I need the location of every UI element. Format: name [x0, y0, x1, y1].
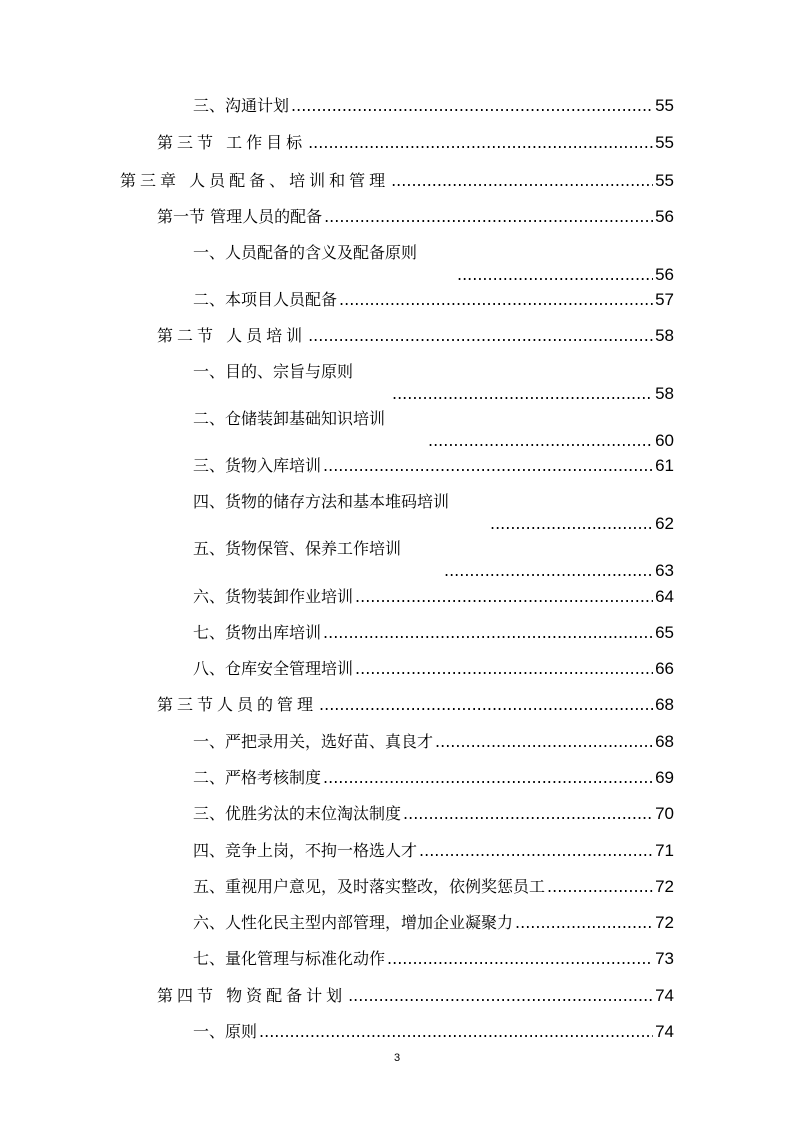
toc-entry-title: 第三节人员的管理	[157, 695, 318, 714]
toc-entry-page: 74	[655, 1022, 674, 1041]
toc-entry-title: 四、竞争上岗，不拘一格选人才	[193, 841, 418, 860]
toc-entry[interactable]	[193, 362, 674, 404]
toc-entry-page: 57	[655, 290, 674, 309]
toc-entry[interactable]	[157, 207, 674, 227]
toc-entry-page: 72	[655, 877, 674, 896]
toc-entry[interactable]	[193, 949, 674, 969]
leader-dots	[324, 207, 653, 227]
toc-entry[interactable]	[193, 659, 674, 679]
toc-entry[interactable]	[193, 587, 674, 607]
toc-entry-page: 73	[655, 949, 674, 968]
toc-entry-page: 61	[655, 456, 674, 475]
toc-entry-page: 56	[655, 207, 674, 226]
toc-entry[interactable]	[193, 456, 674, 476]
toc-entry[interactable]	[193, 732, 674, 752]
toc-entry-title: 一、人员配备的含义及配备原则	[193, 243, 418, 262]
toc-entry[interactable]	[193, 841, 674, 861]
leader-dots	[457, 265, 653, 285]
toc-entry[interactable]	[193, 623, 674, 643]
toc-entry[interactable]	[193, 96, 674, 116]
toc-entry[interactable]	[120, 171, 674, 191]
toc-entry[interactable]	[193, 913, 674, 933]
leader-dots	[355, 659, 653, 679]
toc-entry[interactable]	[157, 326, 674, 346]
page-number: 3	[393, 1052, 401, 1064]
leader-dots	[308, 133, 653, 153]
toc-entry-title: 六、人性化民主型内部管理，增加企业凝聚力	[193, 913, 514, 932]
leader-dots	[392, 384, 653, 404]
leader-dots	[387, 949, 653, 969]
toc-entry[interactable]	[157, 133, 674, 153]
toc-entry-page: 69	[655, 768, 674, 787]
toc-entry-title: 一、目的、宗旨与原则	[193, 362, 354, 381]
toc-entry-page: 74	[655, 986, 674, 1005]
leader-dots	[259, 1022, 653, 1042]
toc-entry-title: 五、货物保管、保养工作培训	[193, 539, 402, 558]
leader-dots	[323, 623, 653, 643]
toc-entry-title: 第四节 物资配备计划	[157, 986, 347, 1005]
toc-entry-title: 五、重视用户意见，及时落实整改，依例奖惩员工	[193, 877, 546, 896]
toc-entry-page: 65	[655, 623, 674, 642]
toc-entry-title: 二、本项目人员配备	[193, 290, 338, 309]
toc-entry-title: 六、货物装卸作业培训	[193, 587, 354, 606]
toc-entry[interactable]	[193, 243, 674, 285]
toc-entry-title: 八、仓库安全管理培训	[193, 659, 354, 678]
toc-entry[interactable]	[193, 1022, 674, 1042]
toc-entry-page: 70	[655, 804, 674, 823]
toc-entry-page: 64	[655, 587, 674, 606]
toc-entry[interactable]	[193, 804, 674, 824]
toc-entry-title: 第三章 人员配备、培训和管理	[120, 171, 390, 190]
toc-entry[interactable]	[193, 492, 674, 534]
leader-dots	[348, 986, 653, 1006]
toc-entry-title: 第一节 管理人员的配备	[157, 207, 323, 226]
leader-dots	[323, 456, 653, 476]
leader-dots	[419, 841, 653, 861]
toc-entry-page: 55	[655, 133, 674, 152]
leader-dots	[490, 514, 653, 534]
toc-entry-title: 二、仓储装卸基础知识培训	[193, 409, 386, 428]
toc-entry-page: 60	[655, 431, 674, 450]
toc-entry[interactable]	[193, 409, 674, 451]
toc-entry-page: 58	[655, 326, 674, 345]
toc-entry-page: 58	[655, 384, 674, 403]
leader-dots	[291, 96, 653, 116]
leader-dots	[339, 290, 653, 310]
toc-entry-page: 63	[655, 561, 674, 580]
leader-dots	[391, 171, 653, 191]
leader-dots	[515, 913, 653, 933]
toc-entry-page: 62	[655, 514, 674, 533]
toc-entry-page: 55	[655, 171, 674, 190]
leader-dots	[355, 587, 653, 607]
toc-entry[interactable]	[193, 539, 674, 581]
toc-entry-title: 二、严格考核制度	[193, 768, 322, 787]
leader-dots	[444, 561, 653, 581]
toc-entry[interactable]	[157, 695, 674, 715]
toc-entry-page: 72	[655, 913, 674, 932]
toc-entry-title: 三、沟通计划	[193, 96, 290, 115]
toc-entry-title: 一、严把录用关，选好苗、真良才	[193, 732, 434, 751]
toc-entry-title: 第二节 人员培训	[157, 326, 307, 345]
toc-entry-title: 七、量化管理与标准化动作	[193, 949, 386, 968]
toc-entry-page: 66	[655, 659, 674, 678]
leader-dots	[403, 804, 653, 824]
toc-entry-title: 第三节 工作目标	[157, 133, 307, 152]
toc-entry-title: 七、货物出库培训	[193, 623, 322, 642]
toc-entry[interactable]	[193, 877, 674, 897]
toc-entry[interactable]	[193, 290, 674, 310]
leader-dots	[323, 768, 653, 788]
leader-dots	[435, 732, 653, 752]
leader-dots	[308, 326, 653, 346]
leader-dots	[547, 877, 653, 897]
toc-entry[interactable]	[157, 986, 674, 1006]
leader-dots	[428, 431, 653, 451]
toc-entry-page: 68	[655, 695, 674, 714]
toc-entry[interactable]	[193, 768, 674, 788]
toc-entry-page: 56	[655, 265, 674, 284]
toc-entry-page: 71	[655, 841, 674, 860]
leader-dots	[319, 695, 653, 715]
toc-entry-title: 一、原则	[193, 1022, 258, 1041]
toc-entry-page: 55	[655, 96, 674, 115]
toc-entry-title: 四、货物的储存方法和基本堆码培训	[193, 492, 450, 511]
toc-entry-title: 三、货物入库培训	[193, 456, 322, 475]
toc-entry-page: 68	[655, 732, 674, 751]
toc-entry-title: 三、优胜劣汰的末位淘汰制度	[193, 804, 402, 823]
